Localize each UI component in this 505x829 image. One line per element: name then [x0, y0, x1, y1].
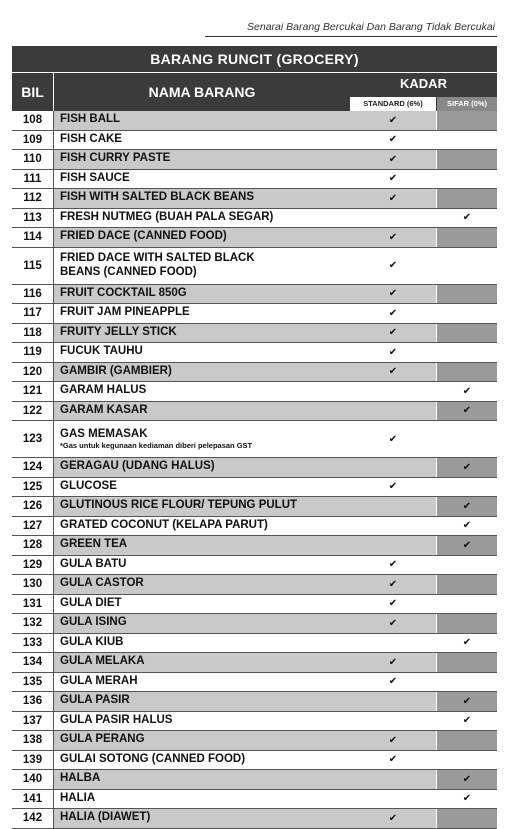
- row-bil: 135: [12, 673, 54, 692]
- row-nama-barang: [54, 653, 350, 672]
- column-nama-barang: NAMA BARANG: [148, 84, 256, 100]
- row-nama-barang: [54, 402, 350, 421]
- item-name: HALIA: [60, 791, 96, 804]
- row-sifar: [437, 228, 497, 247]
- row-bil: 125: [12, 478, 54, 497]
- row-standard: [350, 731, 436, 750]
- check-icon: ✔: [388, 288, 398, 300]
- row-nama-barang: [54, 170, 350, 189]
- item-name: GERAGAU (UDANG HALUS): [60, 460, 215, 473]
- table-row: [12, 653, 497, 673]
- row-standard: [350, 712, 436, 731]
- table-row: [12, 712, 497, 732]
- table-row: [12, 111, 497, 131]
- item-name: FISH WITH SALTED BLACK BEANS: [60, 191, 255, 204]
- row-nama-barang: [54, 809, 350, 828]
- row-sifar: [437, 248, 497, 284]
- table-row: [12, 304, 497, 324]
- check-icon: ✔: [388, 481, 398, 493]
- table-row: [12, 770, 497, 790]
- row-sifar: [437, 751, 497, 770]
- row-standard: [350, 634, 436, 653]
- header-caption: Senarai Barang Bercukai Dan Barang Tidak Bercukai: [247, 21, 495, 33]
- row-standard: [350, 790, 436, 809]
- row-sifar: [437, 111, 497, 130]
- table-row: [12, 209, 497, 229]
- row-standard: [350, 673, 436, 692]
- row-sifar: [437, 614, 497, 633]
- item-name: GAMBIR (GAMBIER): [60, 364, 172, 377]
- row-nama-barang: [54, 751, 350, 770]
- check-icon: ✔: [462, 520, 472, 532]
- item-name: FRUITY JELLY STICK: [60, 325, 177, 338]
- row-bil: 130: [12, 575, 54, 594]
- row-nama-barang: [54, 731, 350, 750]
- row-standard: [350, 458, 436, 477]
- row-bil: 116: [12, 285, 54, 304]
- row-standard: [350, 536, 436, 555]
- row-nama-barang: [54, 770, 350, 789]
- grocery-table: [12, 46, 497, 829]
- row-sifar: [437, 731, 497, 750]
- row-sifar: [437, 285, 497, 304]
- check-icon: ✔: [388, 433, 398, 445]
- table-row: [12, 150, 497, 170]
- check-icon: ✔: [388, 231, 398, 243]
- row-standard: [350, 111, 436, 130]
- row-bil: 134: [12, 653, 54, 672]
- row-bil: 142: [12, 809, 54, 828]
- item-name: FRUIT COCKTAIL 850G: [60, 286, 187, 299]
- item-name: GLUTINOUS RICE FLOUR/ TEPUNG PULUT: [60, 499, 298, 512]
- row-bil: 109: [12, 131, 54, 150]
- check-icon: ✔: [388, 734, 398, 746]
- item-name: GREEN TEA: [60, 538, 128, 551]
- row-bil: 118: [12, 324, 54, 343]
- row-standard: [350, 402, 436, 421]
- row-nama-barang: [54, 382, 350, 401]
- row-standard: [350, 751, 436, 770]
- row-sifar: [437, 692, 497, 711]
- row-nama-barang: [54, 634, 350, 653]
- table-column-header: [12, 73, 497, 111]
- row-sifar: [437, 770, 497, 789]
- check-icon: ✔: [462, 715, 472, 727]
- row-bil: 136: [12, 692, 54, 711]
- row-nama-barang: [54, 209, 350, 228]
- item-name: GARAM HALUS: [60, 384, 147, 397]
- item-name: GULA ISING: [60, 616, 127, 629]
- row-standard: [350, 575, 436, 594]
- row-standard: [350, 343, 436, 362]
- check-icon: ✔: [388, 812, 398, 824]
- row-standard: [350, 209, 436, 228]
- item-name: GULAI SOTONG (CANNED FOOD): [60, 752, 246, 765]
- row-sifar: [437, 131, 497, 150]
- row-bil: 141: [12, 790, 54, 809]
- row-sifar: [437, 402, 497, 421]
- item-name: GULA DIET: [60, 596, 122, 609]
- row-standard: [350, 614, 436, 633]
- check-icon: ✔: [388, 153, 398, 165]
- row-sifar: [437, 304, 497, 323]
- row-sifar: [437, 575, 497, 594]
- row-nama-barang: [54, 248, 350, 284]
- check-icon: ✔: [462, 773, 472, 785]
- item-name: HALBA: [60, 772, 101, 785]
- row-standard: [350, 170, 436, 189]
- table-row: [12, 731, 497, 751]
- row-bil: 119: [12, 343, 54, 362]
- row-nama-barang: [54, 285, 350, 304]
- row-sifar: [437, 790, 497, 809]
- check-icon: ✔: [388, 656, 398, 668]
- row-bil: 126: [12, 497, 54, 516]
- row-standard: [350, 285, 436, 304]
- check-icon: ✔: [388, 366, 398, 378]
- row-sifar: [437, 363, 497, 382]
- check-icon: ✔: [462, 385, 472, 397]
- row-nama-barang: [54, 517, 350, 536]
- row-bil: 112: [12, 189, 54, 208]
- page-header: [0, 0, 505, 40]
- check-icon: ✔: [388, 173, 398, 185]
- row-sifar: [437, 809, 497, 828]
- table-row: [12, 575, 497, 595]
- row-standard: [350, 653, 436, 672]
- row-standard: [350, 478, 436, 497]
- row-bil: 113: [12, 209, 54, 228]
- check-icon: ✔: [388, 754, 398, 766]
- item-name: GAS MEMASAK: [60, 427, 148, 440]
- row-nama-barang: [54, 497, 350, 516]
- check-icon: ✔: [388, 114, 398, 126]
- item-name: GULA PASIR HALUS: [60, 713, 173, 726]
- row-bil: 124: [12, 458, 54, 477]
- table-row: [12, 402, 497, 422]
- item-name: GULA BATU: [60, 557, 127, 570]
- row-standard: [350, 248, 436, 284]
- check-icon: ✔: [388, 134, 398, 146]
- item-name: FISH BALL: [60, 113, 121, 126]
- item-name: GULA MELAKA: [60, 655, 145, 668]
- row-bil: 117: [12, 304, 54, 323]
- table-row: [12, 751, 497, 771]
- table-row: [12, 170, 497, 190]
- item-name: GLUCOSE: [60, 479, 117, 492]
- row-standard: [350, 421, 436, 457]
- row-nama-barang: [54, 228, 350, 247]
- row-nama-barang: [54, 131, 350, 150]
- check-icon: ✔: [388, 192, 398, 204]
- row-standard: [350, 692, 436, 711]
- row-sifar: [437, 170, 497, 189]
- item-name: FUCUK TAUHU: [60, 345, 143, 358]
- row-sifar: [437, 421, 497, 457]
- row-sifar: [437, 712, 497, 731]
- item-name: GRATED COCONUT (KELAPA PARUT): [60, 518, 268, 531]
- table-row: [12, 285, 497, 305]
- table-row: [12, 595, 497, 615]
- check-icon: ✔: [388, 260, 398, 271]
- row-sifar: [437, 595, 497, 614]
- row-bil: 137: [12, 712, 54, 731]
- table-row: [12, 673, 497, 693]
- check-icon: ✔: [462, 637, 472, 649]
- table-row: [12, 478, 497, 498]
- row-sifar: [437, 497, 497, 516]
- item-name-line2: BEANS (CANNED FOOD): [60, 265, 197, 278]
- check-icon: ✔: [388, 676, 398, 688]
- row-standard: [350, 228, 436, 247]
- row-bil: 138: [12, 731, 54, 750]
- row-sifar: [437, 556, 497, 575]
- row-nama-barang: [54, 324, 350, 343]
- column-sifar: SIFAR (0%): [437, 97, 497, 111]
- row-standard: [350, 189, 436, 208]
- row-sifar: [437, 382, 497, 401]
- row-nama-barang: [54, 363, 350, 382]
- row-nama-barang: [54, 673, 350, 692]
- table-row: [12, 382, 497, 402]
- row-bil: 123: [12, 421, 54, 457]
- check-icon: ✔: [462, 695, 472, 707]
- row-standard: [350, 809, 436, 828]
- row-sifar: [437, 324, 497, 343]
- table-title: BARANG RUNCIT (GROCERY): [12, 46, 497, 73]
- row-bil: 132: [12, 614, 54, 633]
- row-nama-barang: [54, 111, 350, 130]
- row-standard: [350, 556, 436, 575]
- row-nama-barang: [54, 614, 350, 633]
- row-sifar: [437, 150, 497, 169]
- row-bil: 111: [12, 170, 54, 189]
- item-name: FRESH NUTMEG (BUAH PALA SEGAR): [60, 210, 274, 223]
- row-bil: 129: [12, 556, 54, 575]
- row-sifar: [437, 653, 497, 672]
- item-name: FRIED DACE (CANNED FOOD): [60, 230, 227, 243]
- row-nama-barang: [54, 692, 350, 711]
- item-name: FRIED DACE WITH SALTED BLACK: [60, 251, 255, 264]
- row-bil: 115: [12, 248, 54, 284]
- table-row: [12, 458, 497, 478]
- row-nama-barang: [54, 478, 350, 497]
- table-row: [12, 363, 497, 383]
- check-icon: ✔: [388, 307, 398, 319]
- item-name: HALIA (DIAWET): [60, 811, 151, 824]
- table-row: [12, 517, 497, 537]
- table-row: [12, 248, 497, 285]
- table-row: [12, 809, 497, 829]
- check-icon: ✔: [462, 212, 472, 224]
- table-row: [12, 614, 497, 634]
- row-bil: 133: [12, 634, 54, 653]
- row-standard: [350, 363, 436, 382]
- row-standard: [350, 595, 436, 614]
- check-icon: ✔: [388, 617, 398, 629]
- row-standard: [350, 324, 436, 343]
- row-bil: 110: [12, 150, 54, 169]
- column-kadar: KADAR: [400, 76, 447, 91]
- item-name: GARAM KASAR: [60, 403, 148, 416]
- table-row: [12, 189, 497, 209]
- row-standard: [350, 770, 436, 789]
- row-standard: [350, 304, 436, 323]
- row-sifar: [437, 517, 497, 536]
- item-name: FISH SAUCE: [60, 171, 130, 184]
- row-sifar: [437, 634, 497, 653]
- table-row: [12, 634, 497, 654]
- item-name: GULA MERAH: [60, 674, 138, 687]
- row-sifar: [437, 189, 497, 208]
- row-bil: 122: [12, 402, 54, 421]
- table-row: [12, 497, 497, 517]
- column-bil: BIL: [12, 73, 54, 111]
- row-bil: 127: [12, 517, 54, 536]
- row-sifar: [437, 478, 497, 497]
- row-standard: [350, 497, 436, 516]
- check-icon: ✔: [388, 559, 398, 571]
- row-sifar: [437, 458, 497, 477]
- table-row: [12, 790, 497, 810]
- check-icon: ✔: [388, 327, 398, 339]
- row-nama-barang: [54, 556, 350, 575]
- row-standard: [350, 150, 436, 169]
- row-bil: 131: [12, 595, 54, 614]
- table-row: [12, 692, 497, 712]
- header-rule: [205, 36, 497, 37]
- row-nama-barang: [54, 712, 350, 731]
- row-nama-barang: [54, 575, 350, 594]
- table-row: [12, 556, 497, 576]
- item-name: FISH CAKE: [60, 132, 122, 145]
- row-nama-barang: [54, 421, 350, 457]
- check-icon: ✔: [462, 405, 472, 417]
- row-nama-barang: [54, 595, 350, 614]
- item-name: GULA PASIR: [60, 694, 130, 707]
- row-bil: 140: [12, 770, 54, 789]
- check-icon: ✔: [388, 578, 398, 590]
- row-nama-barang: [54, 150, 350, 169]
- row-sifar: [437, 673, 497, 692]
- row-bil: 120: [12, 363, 54, 382]
- check-icon: ✔: [462, 461, 472, 473]
- row-bil: 128: [12, 536, 54, 555]
- row-bil: 108: [12, 111, 54, 130]
- row-standard: [350, 131, 436, 150]
- table-row: [12, 228, 497, 248]
- item-name: GULA PERANG: [60, 733, 145, 746]
- row-sifar: [437, 343, 497, 362]
- row-sifar: [437, 209, 497, 228]
- item-name: GULA KIUB: [60, 635, 124, 648]
- row-nama-barang: [54, 189, 350, 208]
- check-icon: ✔: [462, 793, 472, 805]
- table-row: [12, 421, 497, 458]
- item-name: FISH CURRY PASTE: [60, 152, 171, 165]
- item-name: FRUIT JAM PINEAPPLE: [60, 306, 190, 319]
- table-row: [12, 131, 497, 151]
- table-body: [12, 111, 497, 829]
- row-nama-barang: [54, 343, 350, 362]
- row-nama-barang: [54, 304, 350, 323]
- table-row: [12, 343, 497, 363]
- table-row: [12, 536, 497, 556]
- item-note: *Gas untuk kegunaan kediaman diberi pelepasan GST: [60, 441, 253, 451]
- check-icon: ✔: [462, 539, 472, 551]
- check-icon: ✔: [462, 500, 472, 512]
- row-nama-barang: [54, 536, 350, 555]
- row-bil: 139: [12, 751, 54, 770]
- row-standard: [350, 382, 436, 401]
- row-bil: 114: [12, 228, 54, 247]
- row-nama-barang: [54, 458, 350, 477]
- row-bil: 121: [12, 382, 54, 401]
- table-row: [12, 324, 497, 344]
- row-nama-barang: [54, 790, 350, 809]
- check-icon: ✔: [388, 346, 398, 358]
- item-name: GULA CASTOR: [60, 577, 144, 590]
- column-standard: STANDARD (6%): [350, 97, 436, 111]
- check-icon: ✔: [388, 598, 398, 610]
- row-standard: [350, 517, 436, 536]
- row-sifar: [437, 536, 497, 555]
